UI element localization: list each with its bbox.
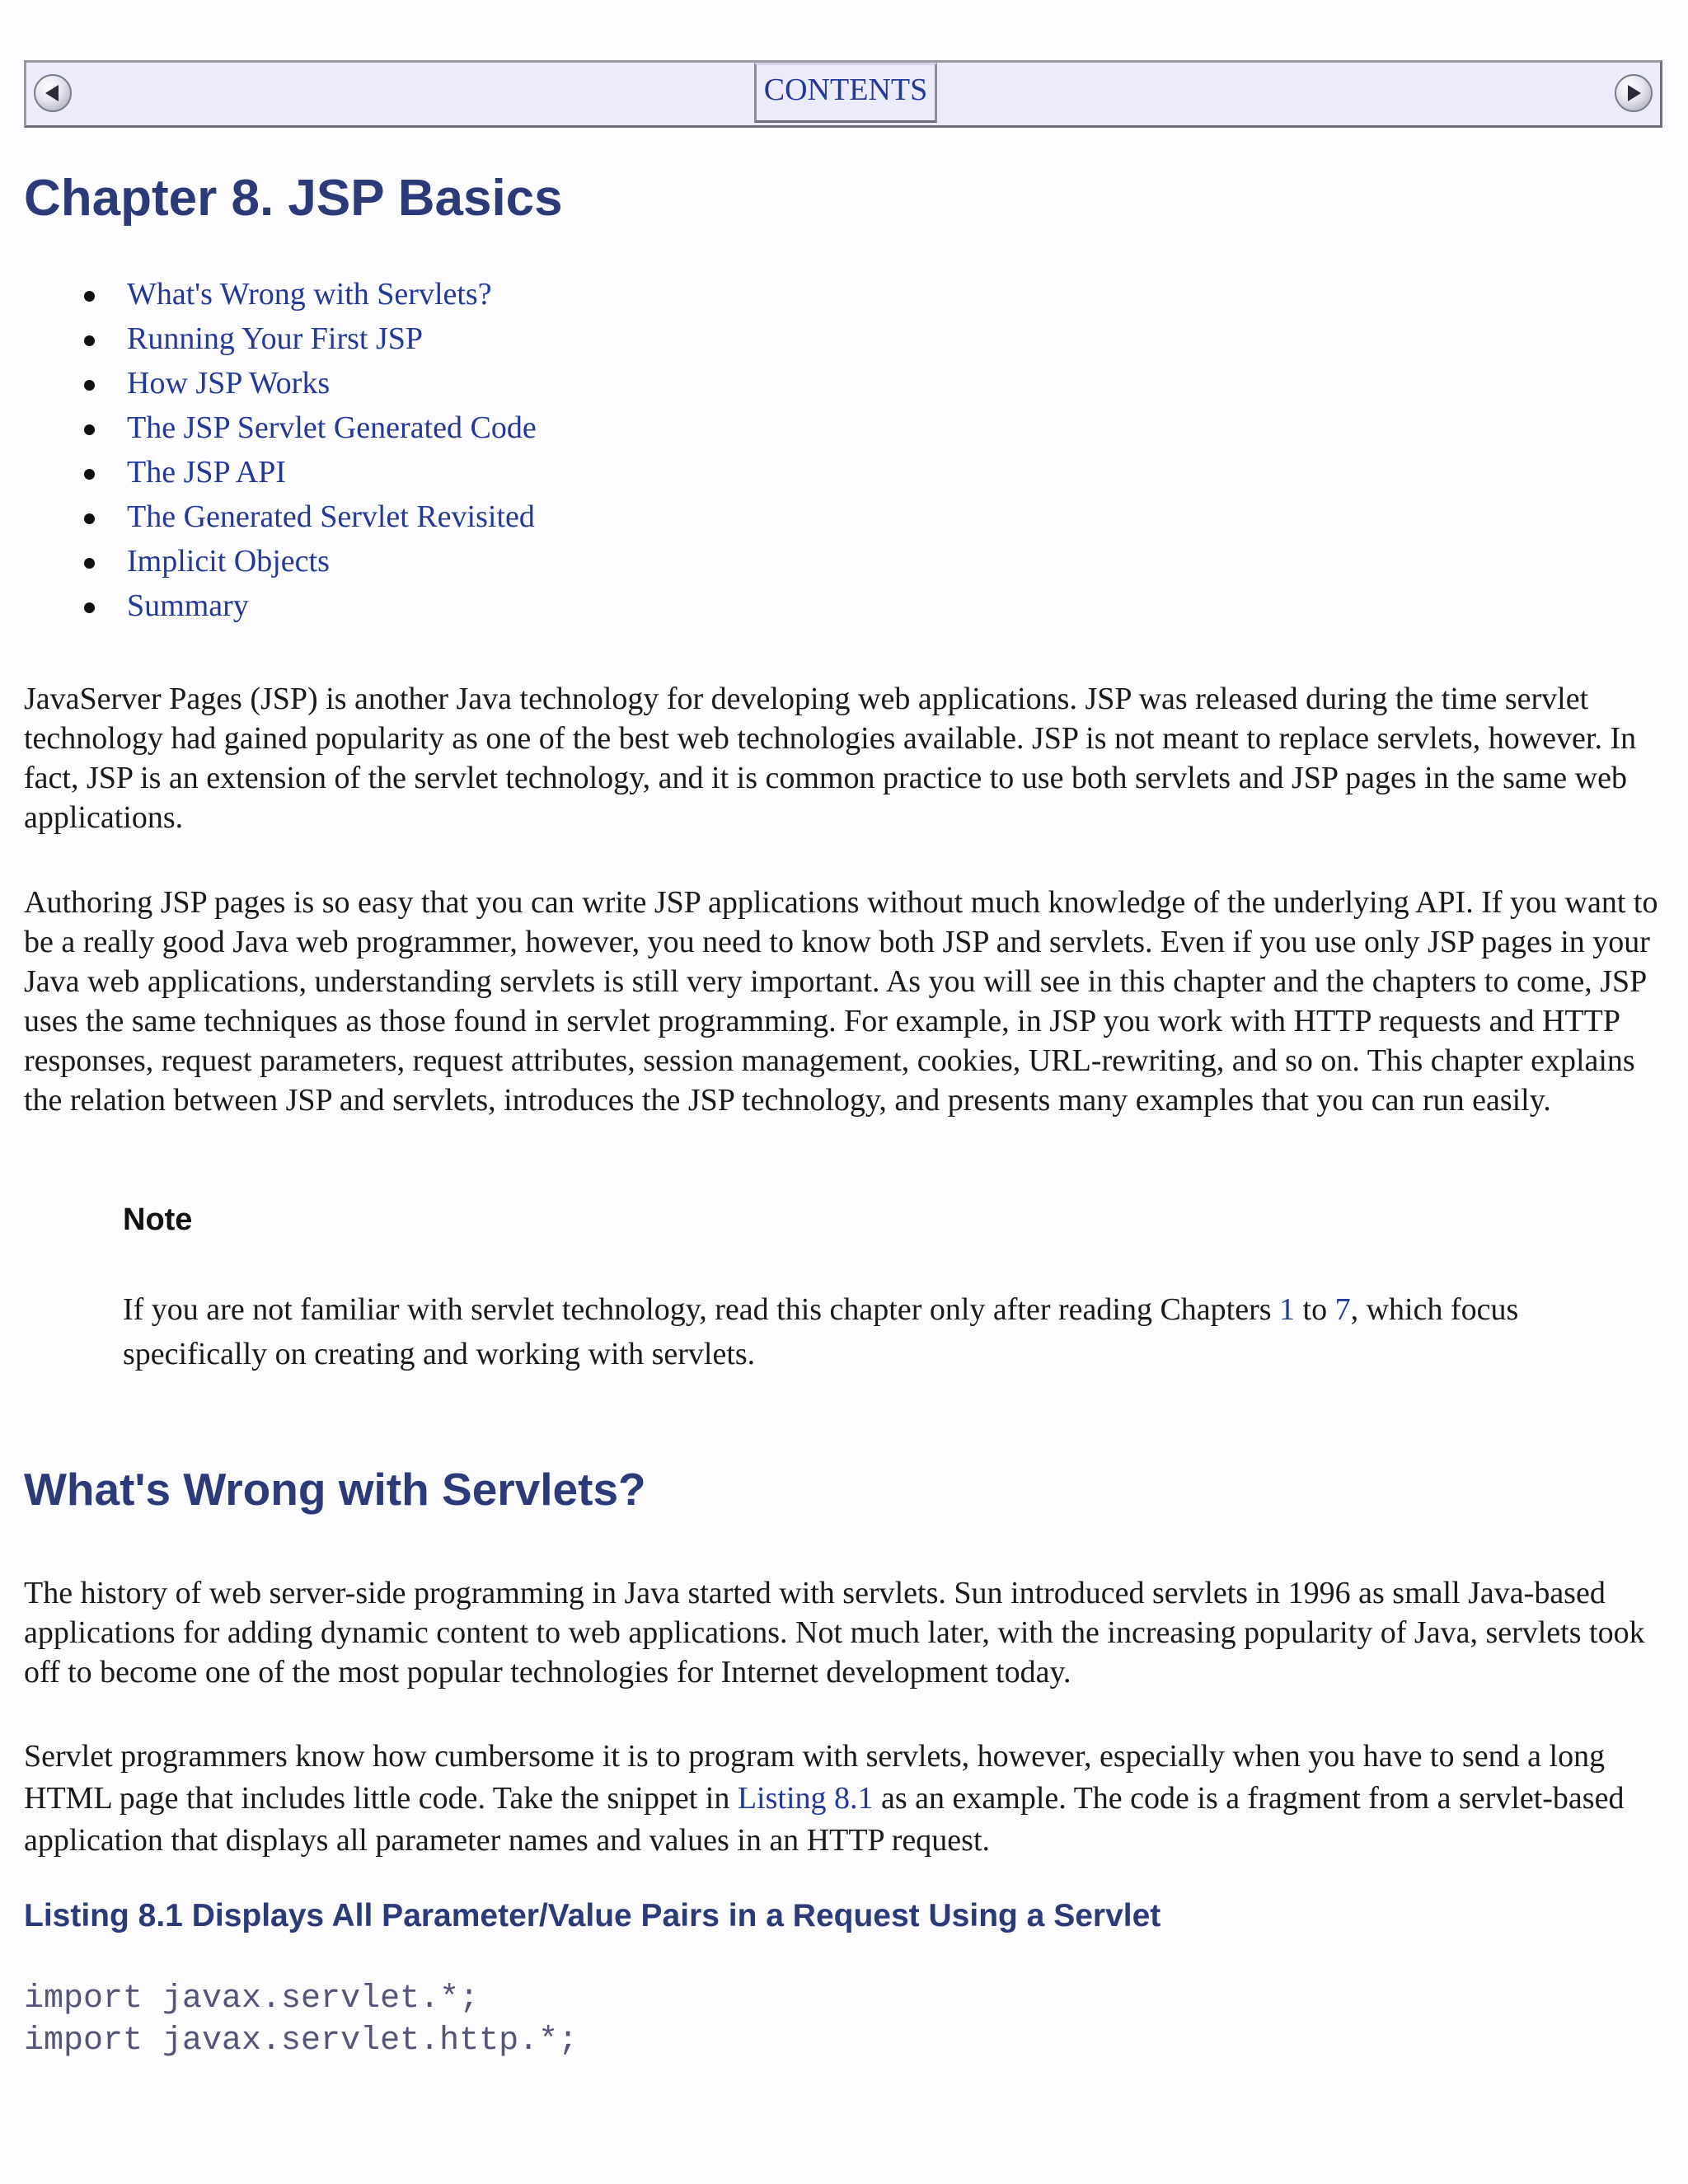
arrow-left-icon (35, 76, 70, 110)
code-line: import javax.servlet.http.*; (24, 2022, 579, 2060)
toc-link-how-jsp-works[interactable]: How JSP Works (127, 366, 331, 401)
toc-link-implicit-objects[interactable]: Implicit Objects (127, 544, 330, 579)
toc-link-whats-wrong[interactable]: What's Wrong with Servlets? (127, 277, 492, 312)
bullet (84, 335, 95, 346)
toc-item (24, 583, 537, 628)
bullet (84, 602, 95, 613)
note-text (123, 1287, 1590, 1376)
section-paragraph-2-after: as an example. The code is a fragment from a servlet-based application that displays all parameter names and values in an HTTP request. (24, 1781, 1625, 1858)
toc-item (24, 272, 537, 316)
toc-link-generated-code[interactable]: The JSP Servlet Generated Code (127, 410, 537, 445)
intro-paragraph-1: JavaServer Pages (JSP) is another Java technology for developing web applications. JSP was released during the time servlet technology had gained popularity as one of the best web technologies available. JSP is not meant to replace servlets, however. In fact, JSP is an extension of the servlet technology, and it is common practice to use both servlets and JSP pages in the same web applications. (24, 682, 1637, 835)
code-block (24, 1978, 578, 2062)
next-page-button[interactable] (1615, 74, 1653, 112)
contents-link[interactable]: CONTENTS (754, 63, 937, 123)
previous-page-button[interactable] (34, 74, 72, 112)
code-line: import javax.servlet.*; (24, 1980, 480, 2018)
toc-link-jsp-api[interactable]: The JSP API (127, 455, 286, 490)
intro-paragraph-2: Authoring JSP pages is so easy that you can write JSP applications without much knowledge of the underlying API. If you want to be a really good Java web programmer, however, you need to know both JSP and servlets. Even if you use only JSP pages in your Java web applications, understanding servlets is still very important. As you will see in this chapter and the chapters to come, JSP uses the same techniques as those found in servlet programming. For example, in JSP you work with HTTP requests and HTTP responses, request parameters, request attributes, session management, cookies, URL-rewriting, and so on. This chapter explains the relation between JSP and servlets, introduces the JSP technology, and presents many examples that you can run easily. (24, 885, 1658, 1118)
note-text-mid: to (1295, 1292, 1335, 1327)
section-paragraph-1: The history of web server-side programming in Java started with servlets. Sun introduced servlets in 1996 as small Java-based applications for adding dynamic content to web applications. Not much later, with the increasing popularity of Java, servlets took off to become one of the most popular technologies for Internet development today. (24, 1576, 1645, 1690)
bullet (84, 424, 95, 435)
note-label: Note (123, 1202, 193, 1237)
note-text-before: If you are not familiar with servlet technology, read this chapter only after reading Chapters (123, 1292, 1280, 1327)
toc-link-running-first-jsp[interactable]: Running Your First JSP (127, 321, 424, 356)
section-paragraph-2-before: Servlet programmers know how cumbersome it is to program with servlets, however, especially when you have to send a long HTML page that includes little code. Take the snippet in (24, 1739, 1606, 1816)
toc-item (24, 316, 537, 361)
toc-link-summary[interactable]: Summary (127, 588, 249, 623)
navigation-bar (24, 60, 1662, 128)
listing-8-1-link[interactable]: Listing 8.1 (737, 1781, 874, 1816)
chapter-toc (24, 272, 537, 628)
toc-item (24, 405, 537, 450)
bullet (84, 558, 95, 569)
bullet (84, 469, 95, 480)
arrow-right-icon (1616, 76, 1651, 110)
bullet (84, 513, 95, 524)
toc-link-servlet-revisited[interactable]: The Generated Servlet Revisited (127, 499, 535, 534)
chapter-title: Chapter 8. JSP Basics (24, 170, 563, 227)
bullet (84, 380, 95, 391)
chapter-7-link[interactable]: 7 (1334, 1292, 1351, 1327)
toc-item (24, 494, 537, 539)
toc-item (24, 361, 537, 405)
section-title: What's Wrong with Servlets? (24, 1464, 646, 1515)
toc-item (24, 450, 537, 494)
listing-title: Listing 8.1 Displays All Parameter/Value Pairs in a Request Using a Servlet (24, 1898, 1161, 1933)
note-text-after: , which focus specifically on creating and working with servlets. (123, 1292, 1519, 1371)
bullet (84, 291, 95, 302)
chapter-1-link[interactable]: 1 (1279, 1292, 1296, 1327)
section-paragraph-2 (24, 1736, 1664, 1862)
toc-item (24, 539, 537, 583)
